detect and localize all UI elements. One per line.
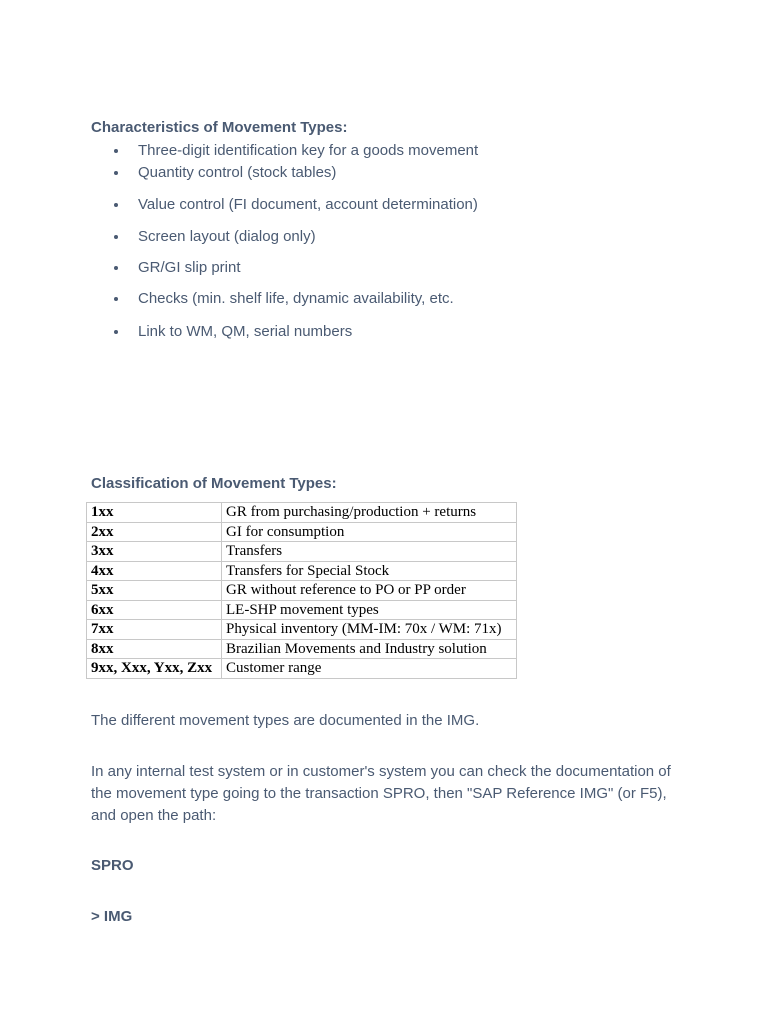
bullet-icon	[114, 266, 118, 270]
movement-description: Transfers	[222, 542, 517, 562]
movement-code: 3xx	[87, 542, 222, 562]
movement-description: GI for consumption	[222, 522, 517, 542]
table-row	[87, 659, 517, 679]
movement-description: Customer range	[222, 659, 517, 679]
path-step-spro: SPRO	[91, 857, 134, 874]
movement-code: 6xx	[87, 600, 222, 620]
bullet-icon	[114, 171, 118, 175]
bullet-icon	[114, 149, 118, 153]
table-row	[87, 561, 517, 581]
path-step-img: > IMG	[91, 908, 133, 925]
movement-description: LE-SHP movement types	[222, 600, 517, 620]
list-item-text: Screen layout (dialog only)	[138, 228, 316, 245]
documented-paragraph: The different movement types are documented in the IMG.	[91, 712, 480, 729]
list-item-text: Checks (min. shelf life, dynamic availability, etc.	[138, 290, 454, 307]
table-row	[87, 600, 517, 620]
table-row	[87, 542, 517, 562]
movement-code: 1xx	[87, 503, 222, 523]
table-row	[87, 522, 517, 542]
characteristics-heading: Characteristics of Movement Types:	[91, 119, 348, 136]
list-item-text: GR/GI slip print	[138, 259, 241, 276]
movement-code: 7xx	[87, 620, 222, 640]
bullet-icon	[114, 330, 118, 334]
list-item-text: Link to WM, QM, serial numbers	[138, 323, 353, 340]
list-item-text: Value control (FI document, account determination)	[138, 196, 478, 213]
table-row	[87, 639, 517, 659]
movement-code: 9xx, Xxx, Yxx, Zxx	[87, 659, 222, 679]
movement-type-table	[86, 502, 517, 679]
movement-code: 4xx	[87, 561, 222, 581]
classification-heading: Classification of Movement Types:	[91, 475, 337, 492]
bullet-icon	[114, 235, 118, 239]
check-documentation-paragraph: In any internal test system or in customer's system you can check the documentation of the movement type going to the transaction SPRO, then "SAP Reference IMG" (or F5), and open the path:	[91, 763, 671, 824]
table-row	[87, 620, 517, 640]
movement-description: Physical inventory (MM-IM: 70x / WM: 71x)	[222, 620, 517, 640]
movement-description: GR from purchasing/production + returns	[222, 503, 517, 523]
movement-code: 5xx	[87, 581, 222, 601]
list-item-text: Quantity control (stock tables)	[138, 164, 337, 181]
movement-description: Brazilian Movements and Industry solution	[222, 639, 517, 659]
bullet-icon	[114, 203, 118, 207]
table-row	[87, 503, 517, 523]
table-row	[87, 581, 517, 601]
movement-code: 2xx	[87, 522, 222, 542]
movement-description: Transfers for Special Stock	[222, 561, 517, 581]
list-item-text: Three-digit identification key for a goods movement	[138, 142, 479, 159]
movement-description: GR without reference to PO or PP order	[222, 581, 517, 601]
bullet-icon	[114, 297, 118, 301]
movement-code: 8xx	[87, 639, 222, 659]
